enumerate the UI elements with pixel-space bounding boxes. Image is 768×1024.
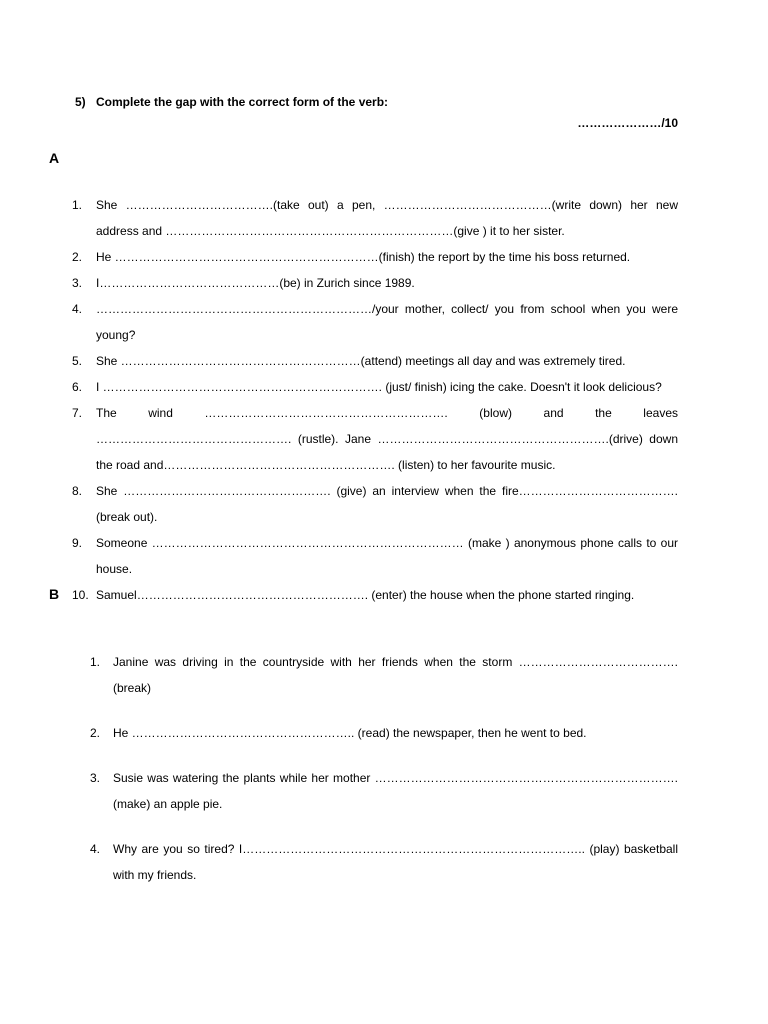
item-text: She ……………………………………………………(attend) meetings all day and was extremely tired. — [96, 354, 626, 368]
item-text: Why are you so tired? I………………………………………………………………………….. (play) basketball with my friends. — [113, 842, 678, 882]
exercise-item — [72, 374, 678, 400]
exercise-item — [90, 836, 678, 888]
score-field: …………………/10 — [577, 116, 678, 130]
item-text: I………………………………………(be) in Zurich since 1989. — [96, 276, 415, 290]
item-number: 4. — [90, 842, 101, 856]
exercise-item — [90, 765, 678, 817]
item-text: ……………………………………………………………/your mother, collect/ you from school when you were young? — [96, 302, 678, 342]
exercise-item — [72, 582, 678, 608]
item-number: 10. — [72, 588, 89, 602]
item-number: 3. — [90, 771, 101, 785]
item-number: 2. — [90, 726, 101, 740]
exercise-item — [90, 720, 678, 746]
item-text: He …………………………………………………………(finish) the report by the time his boss returned. — [96, 250, 631, 264]
exercise-number: 5) — [75, 95, 86, 109]
item-number: 6. — [72, 380, 83, 394]
exercise-item — [72, 296, 678, 348]
exercise-item — [72, 530, 678, 582]
item-number: 1. — [90, 655, 101, 669]
item-number: 3. — [72, 276, 83, 290]
item-text: He ……………………………………………….. (read) the newspaper, then he went to bed. — [113, 726, 587, 740]
item-number: 9. — [72, 536, 83, 550]
item-number: 4. — [72, 302, 83, 316]
exercise-item — [72, 192, 678, 244]
exercise-item — [90, 649, 678, 701]
item-text: Janine was driving in the countryside with her friends when the storm …………………………………. (break) — [113, 655, 678, 695]
exercise-item — [72, 348, 678, 374]
section-b-label: B — [49, 586, 60, 602]
section-a-label: A — [49, 150, 60, 166]
exercise-instruction: Complete the gap with the correct form of the verb: — [96, 95, 389, 109]
item-text: Samuel…………………………………………………. (enter) the house when the phone started ringing. — [96, 588, 635, 602]
item-number: 1. — [72, 198, 83, 212]
section-a-list — [72, 192, 678, 608]
item-number: 8. — [72, 484, 83, 498]
item-text: She ……………………………….(take out) a pen, ……………………………………(write down) her new address and ………………………………………………………………(give ) it to her sister. — [96, 198, 678, 238]
exercise-item — [72, 478, 678, 530]
item-text: I ……………………………………………………………. (just/ finish) icing the cake. Doesn't it look delicious? — [96, 380, 662, 394]
item-text: The wind ……………………………………………………. (blow) and the leaves …………………………………………. (rustle). Jane ………………………………………………….(drive) down the road and…………………………………………………. (listen) to her favourite music. — [96, 406, 678, 472]
section-b-list — [90, 649, 678, 907]
item-number: 7. — [72, 406, 83, 420]
item-text: Someone …………………………………………………………………… (make ) anonymous phone calls to our house. — [96, 536, 678, 576]
item-number: 2. — [72, 250, 83, 264]
item-number: 5. — [72, 354, 83, 368]
item-text: Susie was watering the plants while her mother ………………………………………………………………….(make) an apple pie. — [113, 771, 678, 811]
exercise-item — [72, 244, 678, 270]
item-text: She ……………………………………………. (give) an interview when the fire…………………………………. (break out). — [96, 484, 678, 524]
exercise-item — [72, 270, 678, 296]
exercise-item — [72, 400, 678, 478]
